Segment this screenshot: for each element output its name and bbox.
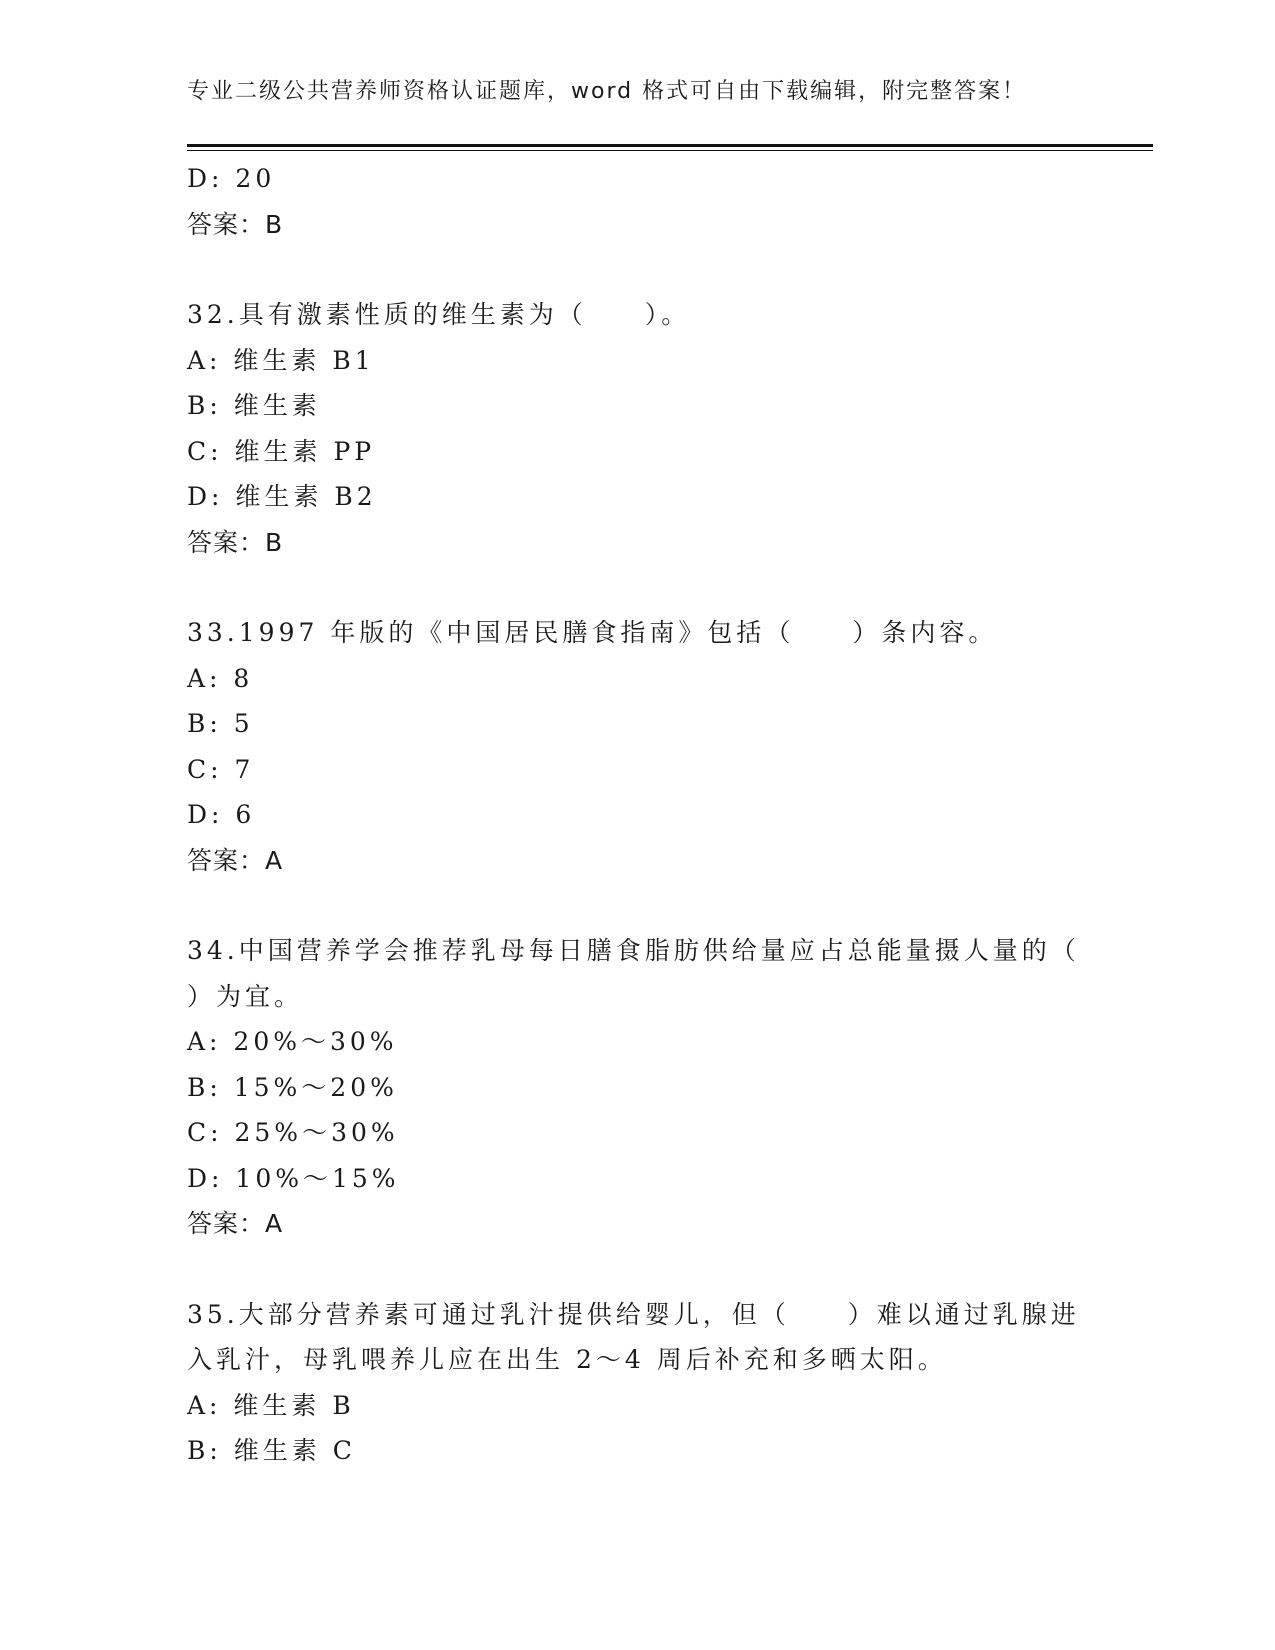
question-stem: 33.1997 年版的《中国居民膳食指南》包括（ ）条内容。 xyxy=(187,618,998,647)
question-stem-line-2: ）为宜。 xyxy=(187,981,304,1011)
option-d: D: 维生素 B2 xyxy=(187,482,377,511)
option-d: D: 6 xyxy=(187,800,256,829)
option-c: C: 维生素 PP xyxy=(187,436,376,466)
option-b: B: 5 xyxy=(187,709,254,738)
question-stem: 32.具有激素性质的维生素为（ ）。 xyxy=(187,300,691,329)
option-a: A: 维生素 B1 xyxy=(187,345,375,375)
option-d: D: 20 xyxy=(187,164,276,193)
question-stem-line-2: 入乳汁，母乳喂养儿应在出生 2～4 周后补充和多晒太阳。 xyxy=(187,1345,947,1374)
page-header: 专业二级公共营养师资格认证题库，word 格式可自由下载编辑，附完整答案！ xyxy=(187,79,1027,104)
answer: 答案：B xyxy=(187,209,284,239)
document-body xyxy=(187,156,1087,1474)
answer: 答案：B xyxy=(187,527,284,557)
option-b: B: 维生素 xyxy=(187,391,321,420)
option-a: A: 20%～30% xyxy=(187,1027,398,1056)
option-c: C: 7 xyxy=(187,754,255,784)
question-stem-line-1: 35.大部分营养素可通过乳汁提供给婴儿，但（ ）难以通过乳腺进 xyxy=(187,1299,1080,1329)
option-c: C: 25%～30% xyxy=(187,1118,399,1147)
answer: 答案：A xyxy=(187,845,284,875)
answer: 答案：A xyxy=(187,1209,284,1238)
option-d: D: 10%～15% xyxy=(187,1163,400,1193)
option-b: B: 维生素 C xyxy=(187,1436,356,1465)
header-divider xyxy=(187,144,1153,151)
option-a: A: 8 xyxy=(187,663,254,693)
option-a: A: 维生素 B xyxy=(187,1390,355,1420)
question-stem-line-1: 34.中国营养学会推荐乳母每日膳食脂肪供给量应占总能量摄人量的（ xyxy=(187,936,1080,965)
option-b: B: 15%～20% xyxy=(187,1072,398,1102)
